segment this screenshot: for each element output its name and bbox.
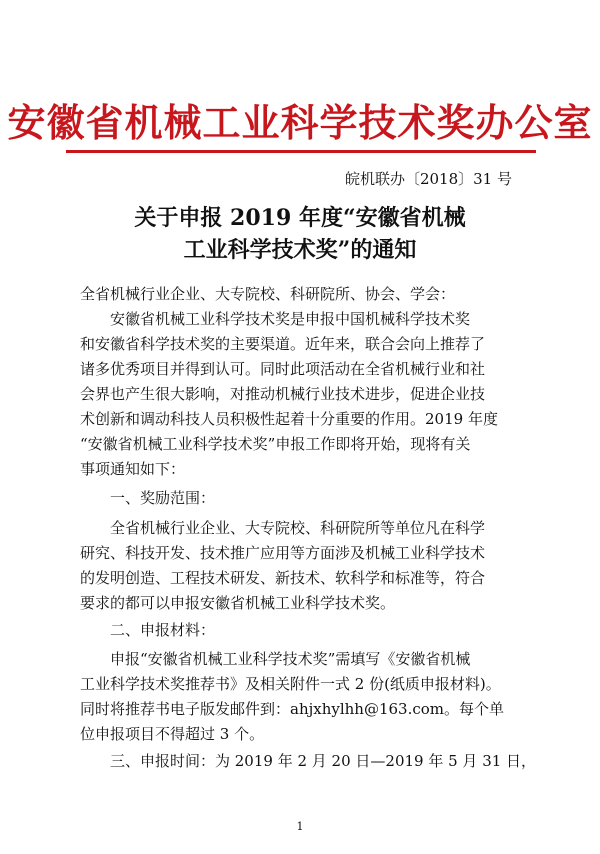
paragraph-line: 事项通知如下： (80, 460, 186, 478)
paragraph-line: 位申报项目不得超过 3 个。 (80, 725, 265, 743)
paragraph-line: 和安徽省科学技术奖的主要渠道。近年来，联合会向上推荐了 (80, 335, 486, 353)
paragraph-line: 会界也产生很大影响，对推动机械行业技术进步，促进企业技 (80, 385, 486, 403)
notice-title-line-2: 工业科学技术奖”的通知 (183, 237, 417, 263)
section-heading-scope: 一、奖励范围： (110, 489, 216, 507)
notice-title-line-1: 关于申报 2019 年度“安徽省机械 (134, 205, 466, 231)
document-number: 皖机联办〔2018〕31 号 (344, 170, 512, 188)
office-header-title: 安徽省机械工业科学技术奖办公室 (7, 100, 593, 145)
paragraph-line: 诸多优秀项目并得到认可。同时此项活动在全省机械行业和社 (80, 360, 486, 378)
page-number: 1 (296, 820, 304, 833)
paragraph-line: 要求的都可以申报安徽省机械工业科学技术奖。 (80, 594, 396, 612)
paragraph-line: 同时将推荐书电子版发邮件到：ahjxhylhh@163.com。每个单 (80, 700, 505, 718)
paragraph-line: 全省机械行业企业、大专院校、科研院所等单位凡在科学 (110, 519, 486, 537)
paragraph-line: 申报“安徽省机械工业科学技术奖”需填写《安徽省机械 (110, 650, 471, 668)
paragraph-line: 安徽省机械工业科学技术奖是申报中国机械科学技术奖 (110, 310, 471, 328)
section-heading-time: 三、申报时间：为 2019 年 2 月 20 日—2019 年 5 月 31 日， (110, 752, 537, 770)
paragraph-line: 研究、科技开发、技术推广应用等方面涉及机械工业科学技术 (80, 544, 486, 562)
salutation: 全省机械行业企业、大专院校、科研院所、协会、学会： (80, 285, 456, 303)
paragraph-line: “安徽省机械工业科学技术奖”申报工作即将开始，现将有关 (80, 435, 471, 453)
header-red-rule (66, 150, 536, 153)
section-heading-materials: 二、申报材料： (110, 621, 216, 639)
paragraph-line: 的发明创造、工程技术研发、新技术、软科学和标准等，符合 (80, 569, 486, 587)
paragraph-line: 工业科学技术奖推荐书》及相关附件一式 2 份(纸质申报材料)。 (80, 675, 501, 693)
paragraph-line: 术创新和调动科技人员积极性起着十分重要的作用。2019 年度 (80, 410, 498, 428)
